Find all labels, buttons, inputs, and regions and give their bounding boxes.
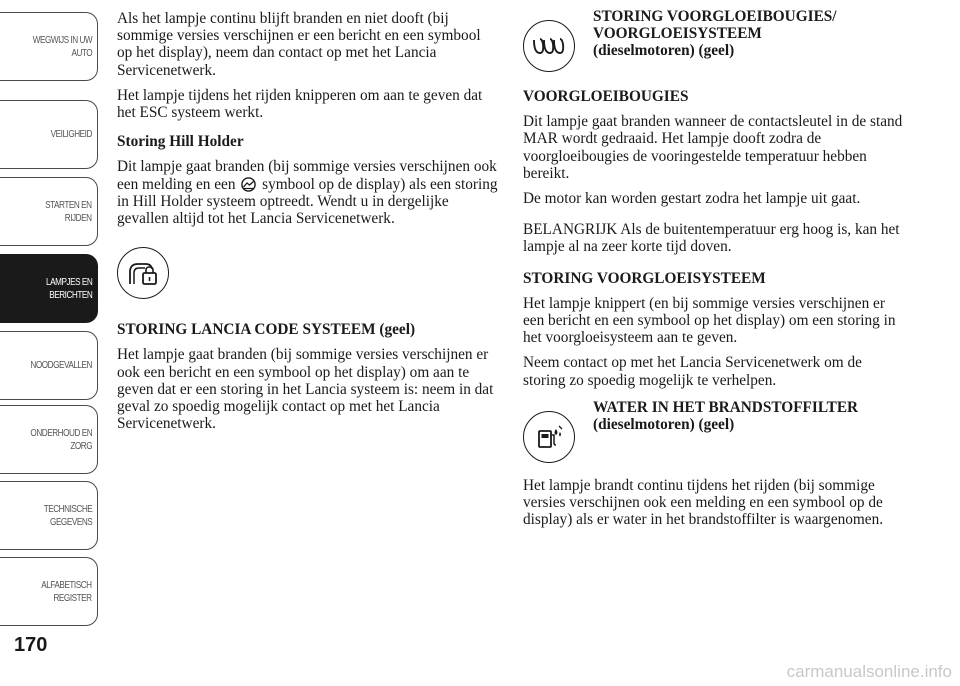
left-column xyxy=(117,10,499,440)
paragraph: Als het lampje continu blijft branden en niet dooft (bij sommige versies verschijnen er een bericht en een symbool op het display), neem dan contact op met het Lancia Servicenetwerk. xyxy=(117,10,481,79)
glow-heading-line2: VOORGLOEISYSTEEM xyxy=(593,25,762,43)
tab-label: TECHNISCHE GEGEVENS xyxy=(43,502,92,528)
tab-noodgevallen[interactable] xyxy=(0,331,98,400)
paragraph: Neem contact op met het Lancia Servicenetwerk om de storing zo spoedig mogelijk te verhelpen. xyxy=(523,354,862,389)
lancia-code-icon xyxy=(117,247,169,299)
water-heading-line2: (dieselmotoren) (geel) xyxy=(593,416,735,434)
tab-label: ALFABETISCH REGISTER xyxy=(41,578,92,604)
glow-plugs-heading: VOORGLOEIBOUGIES xyxy=(523,88,689,105)
tab-label: VEILIGHEID xyxy=(50,128,92,140)
important-note: BELANGRIJK Als de buitentemperatuur erg hoog is, kan het lampje al na zeer korte tijd doven. xyxy=(523,221,900,256)
right-column xyxy=(523,10,907,536)
water-text: Het lampje brandt continu tijdens het rijden (bij sommige versies verschijnen ook een melding en een symbool op de display) als er water in het brandstoffilter is waargenomen. xyxy=(523,476,884,529)
tab-veiligheid[interactable] xyxy=(0,100,98,169)
tab-technische[interactable] xyxy=(0,481,98,550)
hill-holder-icon xyxy=(240,177,257,192)
paragraph: De motor kan worden gestart zodra het lampje uit gaat. xyxy=(523,190,861,208)
water-in-fuel-icon xyxy=(523,411,575,463)
tab-wegwijs[interactable] xyxy=(0,12,98,81)
tab-lampjes[interactable] xyxy=(0,254,98,323)
tab-label: STARTEN EN RIJDEN xyxy=(45,198,92,224)
water-heading-line1: WATER IN HET BRANDSTOFFILTER xyxy=(593,398,859,416)
tab-starten[interactable] xyxy=(0,177,98,246)
code-system-text: Het lampje gaat branden (bij sommige versies verschijnen er ook een bericht en een symbool op het display) om aan te geven dat er een storing in het Lancia systeem is: neem in dat geval zo spoedig mogelijk contact op met het Lancia Servicenetwerk. xyxy=(117,346,494,433)
watermark: carmanualsonline.info xyxy=(786,662,952,681)
tab-label: LAMPJES EN BERICHTEN xyxy=(45,275,92,301)
glow-plug-icon xyxy=(523,20,575,72)
text-span: symbool op de display) als een storing in Hill Holder systeem optreedt. Wendt u in dergelijke gevallen altijd tot het Lancia Servicenetwerk. xyxy=(117,175,498,228)
tab-label: WEGWIJS IN UW AUTO xyxy=(32,33,92,59)
glow-system-heading: STORING VOORGLOEISYSTEEM xyxy=(523,269,766,287)
tab-label: ONDERHOUD EN ZORG xyxy=(30,426,92,452)
hill-holder-text xyxy=(117,158,499,227)
hill-holder-heading: Storing Hill Holder xyxy=(117,133,244,151)
text-span: Dit lampje gaat branden (bij sommige versies verschijnen ook een melding en een xyxy=(117,158,497,193)
paragraph: Dit lampje gaat branden wanneer de contactsleutel in de stand MAR wordt gedraaid. Het lampje dooft zodra de voorgloeibougies de vooringestelde temperatuur hebben bereikt. xyxy=(523,113,903,182)
paragraph: Het lampje knippert (en bij sommige versies verschijnen er een bericht en een symbool op het display) om een storing in het voorgloeisysteem aan te geven. xyxy=(523,294,896,347)
tab-onderhoud[interactable] xyxy=(0,405,98,474)
glow-heading-line3: (dieselmotoren) (geel) xyxy=(593,42,735,60)
page-number: 170 xyxy=(14,634,48,656)
code-system-heading: STORING LANCIA CODE SYSTEEM (geel) xyxy=(117,321,416,339)
paragraph: Het lampje tijdens het rijden knipperen om aan te geven dat het ESC systeem werkt. xyxy=(117,86,483,122)
tab-label: NOODGEVALLEN xyxy=(30,359,92,371)
chapter-tabs xyxy=(0,0,100,686)
glow-heading-line1: STORING VOORGLOEIBOUGIES/ xyxy=(593,8,837,25)
tab-register[interactable] xyxy=(0,557,98,626)
